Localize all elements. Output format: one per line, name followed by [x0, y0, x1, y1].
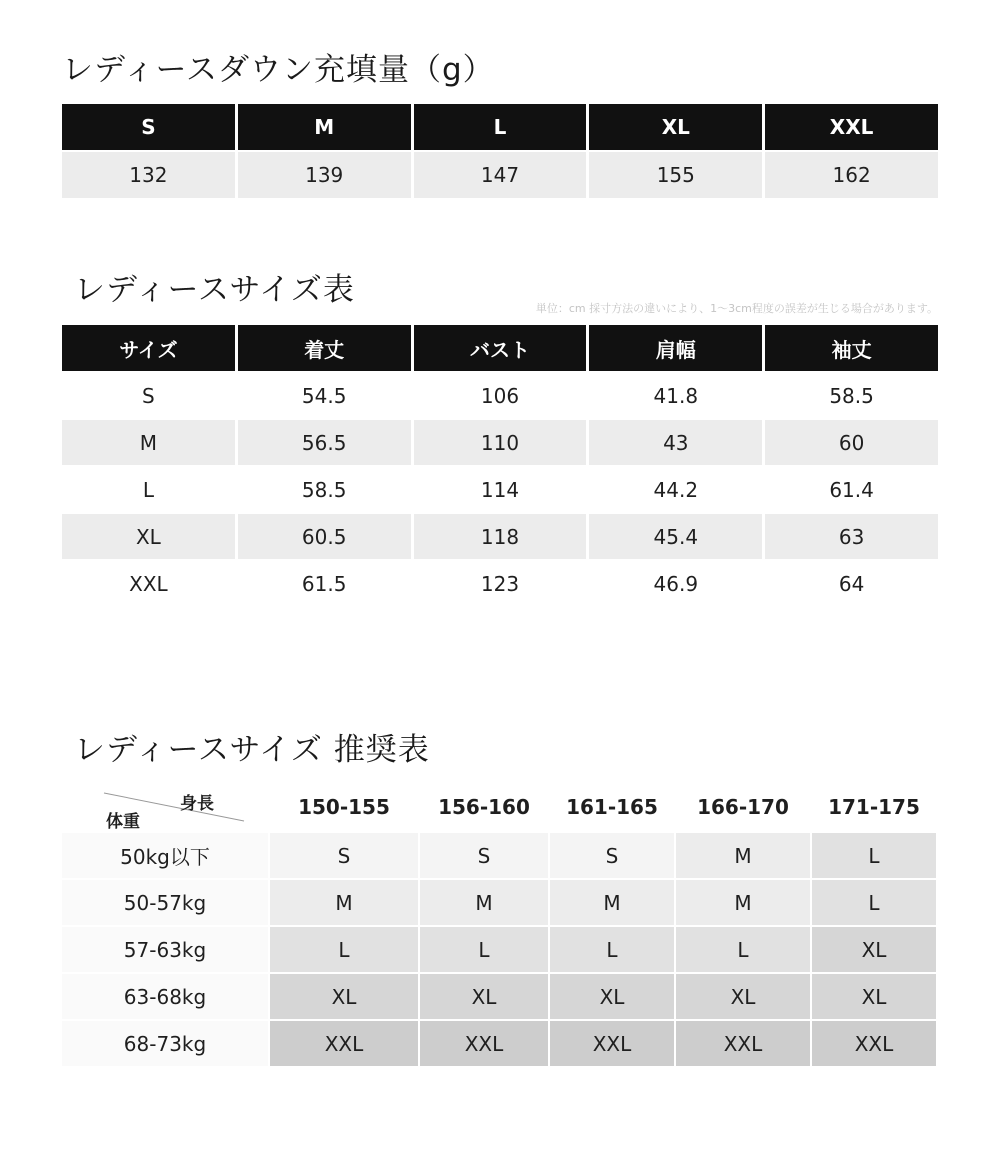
table-cell: M — [550, 880, 676, 927]
table-cell: XXL — [550, 1021, 676, 1068]
table-cell: 64 — [765, 561, 938, 608]
size-header-shoulder: 肩幅 — [589, 325, 762, 373]
table-cell: XXL — [676, 1021, 812, 1068]
size-table — [59, 325, 941, 608]
size-header-row — [62, 325, 938, 373]
height-header: 171-175 — [812, 783, 938, 833]
table-cell: L — [812, 880, 938, 927]
table-cell: L — [420, 927, 550, 974]
table-row — [62, 880, 938, 927]
fill-value-s: 132 — [62, 152, 235, 198]
table-row — [62, 467, 938, 514]
table-cell: 45.4 — [589, 514, 762, 561]
table-cell: 60.5 — [238, 514, 411, 561]
table-cell: 61.4 — [765, 467, 938, 514]
table-cell: 43 — [589, 420, 762, 467]
fill-header-xxl: XXL — [765, 104, 938, 152]
table-cell: S — [550, 833, 676, 880]
table-cell: 110 — [414, 420, 587, 467]
table-cell: 123 — [414, 561, 587, 608]
table-cell: M — [62, 420, 235, 467]
fill-value-m: 139 — [238, 152, 411, 198]
table-row — [62, 420, 938, 467]
recommend-title: レディースサイズ 推奨表 — [74, 732, 430, 768]
table-cell: S — [270, 833, 420, 880]
table-cell: M — [420, 880, 550, 927]
height-header: 166-170 — [676, 783, 812, 833]
height-header: 156-160 — [420, 783, 550, 833]
table-cell: L — [270, 927, 420, 974]
table-cell: 54.5 — [238, 373, 411, 420]
table-cell: L — [62, 467, 235, 514]
table-cell: XL — [420, 974, 550, 1021]
fill-header-l: L — [414, 104, 587, 152]
table-cell: L — [812, 833, 938, 880]
table-cell: XXL — [270, 1021, 420, 1068]
fill-value-xxl: 162 — [765, 152, 938, 198]
height-header: 150-155 — [270, 783, 420, 833]
table-cell: 58.5 — [765, 373, 938, 420]
size-note: 単位：cm 採寸方法の違いにより、1〜3cm程度の誤差が生じる場合があります。 — [535, 302, 938, 315]
table-row — [62, 927, 938, 974]
table-row — [62, 1021, 938, 1068]
table-cell: L — [550, 927, 676, 974]
table-cell: XL — [62, 514, 235, 561]
corner-height-label: 身長 — [180, 794, 214, 814]
fill-header-row — [62, 104, 938, 152]
table-cell: L — [676, 927, 812, 974]
fill-header-xl: XL — [589, 104, 762, 152]
size-title: レディースサイズ表 — [74, 272, 355, 308]
table-cell: M — [270, 880, 420, 927]
weight-header: 57-63kg — [62, 927, 270, 974]
recommend-table — [62, 783, 938, 1068]
weight-header: 68-73kg — [62, 1021, 270, 1068]
table-cell: XL — [270, 974, 420, 1021]
table-cell: XL — [812, 927, 938, 974]
size-header-size: サイズ — [62, 325, 235, 373]
table-cell: 106 — [414, 373, 587, 420]
table-cell: 60 — [765, 420, 938, 467]
table-row — [62, 974, 938, 1021]
table-cell: 44.2 — [589, 467, 762, 514]
table-cell: XXL — [420, 1021, 550, 1068]
weight-header: 63-68kg — [62, 974, 270, 1021]
fill-title: レディースダウン充填量（g） — [62, 52, 495, 88]
size-header-bust: バスト — [414, 325, 587, 373]
table-cell: M — [676, 880, 812, 927]
table-cell: XL — [550, 974, 676, 1021]
fill-table — [59, 104, 941, 198]
fill-value-l: 147 — [414, 152, 587, 198]
size-header-sleeve: 袖丈 — [765, 325, 938, 373]
table-cell: XXL — [62, 561, 235, 608]
corner-weight-label: 体重 — [106, 812, 140, 832]
size-header-length: 着丈 — [238, 325, 411, 373]
table-row — [62, 373, 938, 420]
height-header: 161-165 — [550, 783, 676, 833]
table-cell: 56.5 — [238, 420, 411, 467]
fill-value-row — [62, 152, 938, 198]
table-cell: XL — [812, 974, 938, 1021]
table-cell: 61.5 — [238, 561, 411, 608]
table-cell: 46.9 — [589, 561, 762, 608]
table-cell: 41.8 — [589, 373, 762, 420]
table-cell: 63 — [765, 514, 938, 561]
table-row — [62, 561, 938, 608]
corner-diagonal — [62, 783, 270, 831]
weight-header: 50-57kg — [62, 880, 270, 927]
table-cell: S — [62, 373, 235, 420]
recommend-header-row — [62, 783, 938, 833]
fill-header-s: S — [62, 104, 235, 152]
corner-cell — [62, 783, 270, 833]
fill-value-xl: 155 — [589, 152, 762, 198]
table-cell: 118 — [414, 514, 587, 561]
table-cell: 114 — [414, 467, 587, 514]
table-row — [62, 833, 938, 880]
table-cell: M — [676, 833, 812, 880]
table-cell: XXL — [812, 1021, 938, 1068]
table-row — [62, 514, 938, 561]
weight-header: 50kg以下 — [62, 833, 270, 880]
fill-header-m: M — [238, 104, 411, 152]
table-cell: 58.5 — [238, 467, 411, 514]
table-cell: S — [420, 833, 550, 880]
table-cell: XL — [676, 974, 812, 1021]
